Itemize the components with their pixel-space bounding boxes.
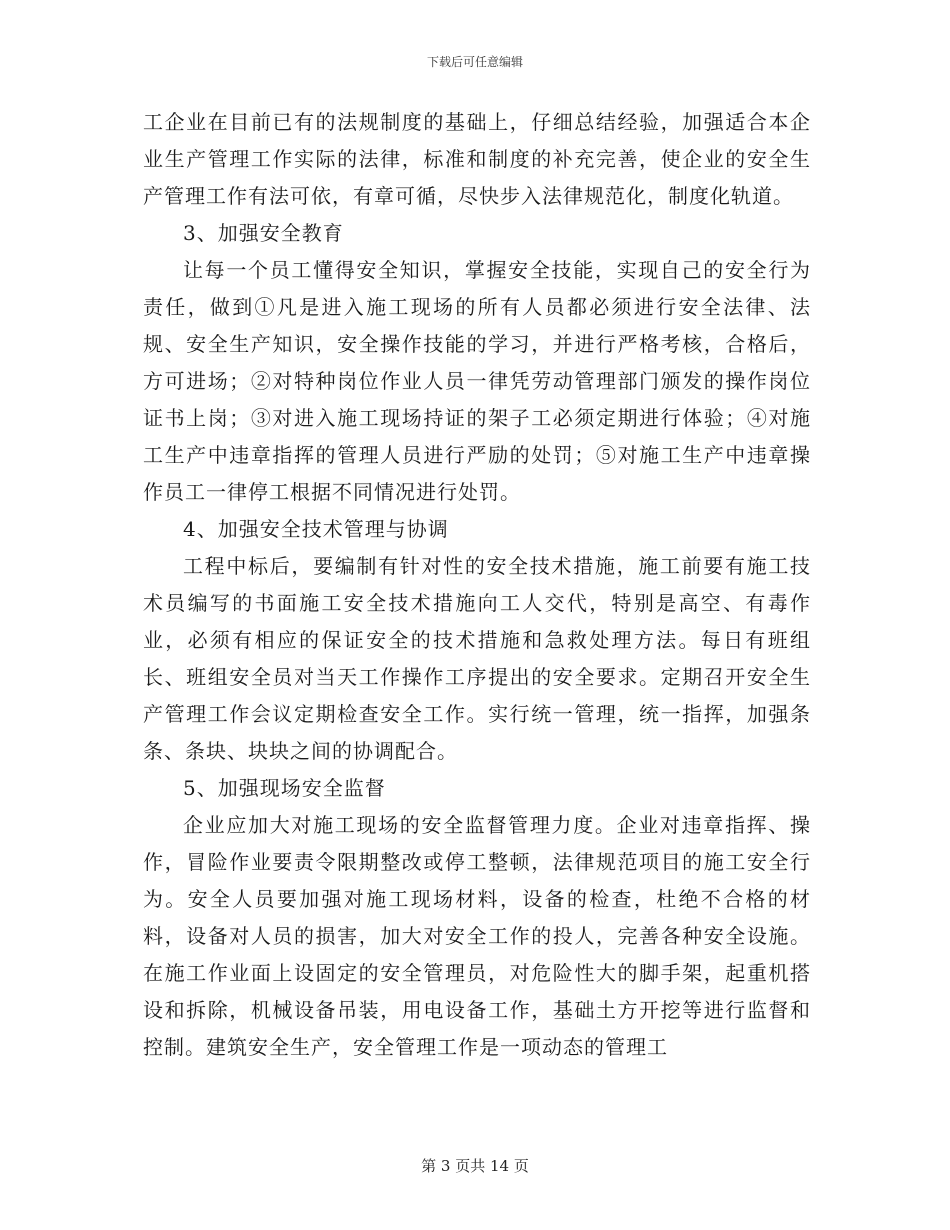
section-heading-5: 5、加强现场安全监督	[183, 776, 386, 800]
paragraph-safety-education: 让每一个员工懂得安全知识，掌握安全技能，实现自己的安全行为责任，做到①凡是进入施工现场的所有人员都必须进行安全法律、法规、安全生产知识，安全操作技能的学习，并进行严格考核，合格后，方可进场；②对特种岗位作业人员一律凭劳动管理部门颁发的操作岗位证书上岗；③对进入施工现场持证的架子工必须定期进行体验；④对施工生产中违章指挥的管理人员进行严励的处罚；⑤对施工生产中违章操作员工一律停工根据不同情况进行处罚。	[143, 258, 811, 504]
paragraph-site-supervision: 企业应加大对施工现场的安全监督管理力度。企业对违章指挥、操作，冒险作业要责令限期整改或停工整顿，法律规范项目的施工安全行为。安全人员要加强对施工现场材料，设备的检查，杜绝不合格的材料，设备对人员的损害，加大对安全工作的投人，完善各种安全设施。在施工作业面上设固定的安全管理员，对危险性大的脚手架，起重机搭设和拆除，机械设备吊装，用电设备工作，基础土方开挖等进行监督和控制。建筑安全生产，安全管理工作是一项动态的管理工	[143, 813, 811, 1059]
page-number: 第 3 页共 14 页	[421, 1157, 529, 1175]
paragraph-technical-management: 工程中标后，要编制有针对性的安全技术措施，施工前要有施工技术员编写的书面施工安全技术措施向工人交代，特别是高空、有毒作业，必须有相应的保证安全的技术措施和急救处理方法。每日有班组长、班组安全员对当天工作操作工序提出的安全要求。定期召开安全生产管理工作会议定期检查安全工作。实行统一管理，统一指挥，加强条条、条块、块块之间的协调配合。	[143, 554, 811, 763]
paragraph-continued: 工企业在目前已有的法规制度的基础上，仔细总结经验，加强适合本企业生产管理工作实际的法律，标准和制度的补充完善，使企业的安全生产管理工作有法可依，有章可循，尽快步入法律规范化，制度化轨道。	[143, 110, 811, 208]
document-body	[143, 104, 811, 1066]
section-heading-3: 3、加强安全教育	[183, 221, 344, 245]
page-header: 下载后可任意编辑	[426, 55, 523, 69]
section-heading-4: 4、加强安全技术管理与协调	[183, 517, 449, 541]
